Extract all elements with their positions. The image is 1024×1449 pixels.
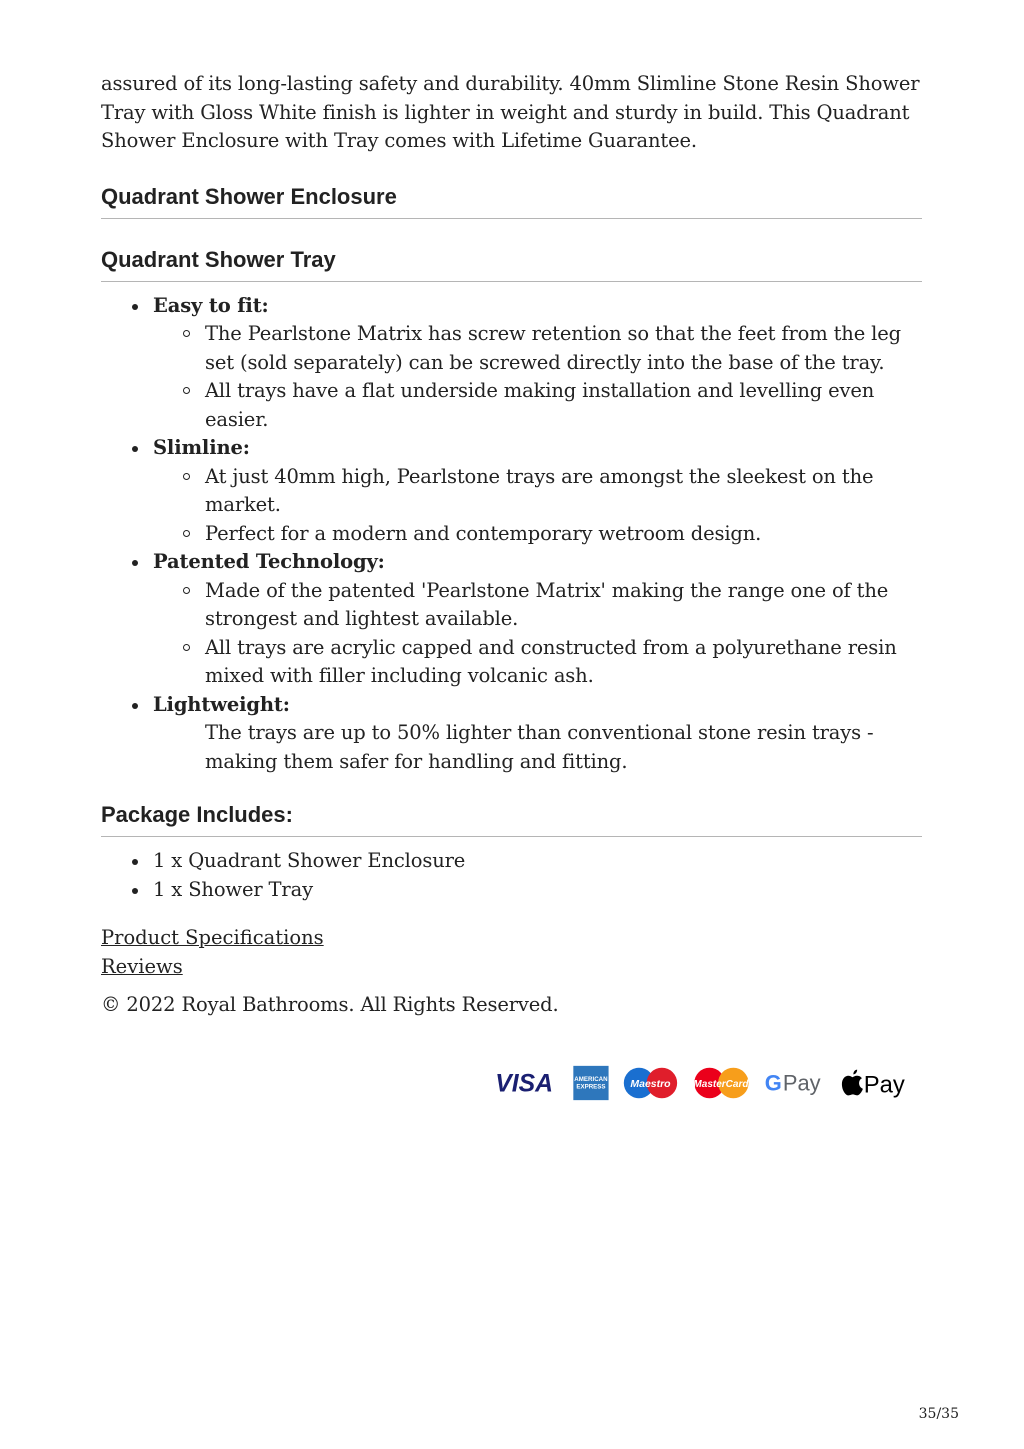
feature-label: Patented Technology: xyxy=(153,550,385,573)
visa-text: VISA xyxy=(495,1070,554,1098)
circle-bullet-icon xyxy=(183,387,190,394)
enclosure-heading: Quadrant Shower Enclosure xyxy=(101,184,922,219)
circle-bullet-icon xyxy=(183,473,190,480)
maestro-text: Maestro xyxy=(630,1078,671,1090)
google-g-text: G xyxy=(764,1070,782,1096)
apple-pay-icon xyxy=(842,1070,905,1099)
feature-detail-text: All trays have a flat underside making installation and levelling even easier. xyxy=(205,379,875,431)
bullet-icon xyxy=(132,446,138,452)
package-heading: Package Includes: xyxy=(101,802,922,837)
intro-paragraph: assured of its long-lasting safety and durability. 40mm Slimline Stone Resin Shower Tray with Gloss White finish is lighter in weight and sturdy in build. This Quadrant Shower Enclosure with Tray comes with Lifetime Guarantee. xyxy=(101,72,920,152)
feature-label: Lightweight: xyxy=(153,692,290,716)
feature-detail xyxy=(153,320,922,377)
package-item xyxy=(101,876,922,905)
bullet-icon xyxy=(132,560,138,566)
feature-detail xyxy=(153,520,922,549)
bullet-icon xyxy=(132,703,138,709)
amex-text-2: EXPRESS xyxy=(576,1083,606,1091)
package-item-text: 1 x Quadrant Shower Enclosure xyxy=(153,849,466,872)
feature-label: Slimline: xyxy=(153,436,250,459)
tray-heading: Quadrant Shower Tray xyxy=(101,247,922,282)
google-pay-icon xyxy=(765,1071,821,1096)
feature-detail-text: Made of the patented 'Pearlstone Matrix' making the range one of the strongest and lightest available. xyxy=(205,578,889,630)
maestro-icon xyxy=(624,1068,677,1098)
mastercard-text: MasterCard xyxy=(693,1078,749,1090)
circle-bullet-icon xyxy=(183,330,190,337)
feature-detail xyxy=(153,377,922,434)
feature-detail-text: All trays are acrylic capped and constructed from a polyurethane resin mixed with filler including volcanic ash. xyxy=(205,635,897,687)
feature-item xyxy=(101,292,922,435)
bullet-icon xyxy=(132,888,138,894)
package-item-text: 1 x Shower Tray xyxy=(153,877,313,901)
feature-detail-text: The trays are up to 50% lighter than conventional stone resin trays - making them safer for handling and fitting. xyxy=(205,721,874,773)
feature-detail xyxy=(153,577,922,634)
feature-detail xyxy=(153,463,922,520)
feature-item xyxy=(101,548,922,691)
product-specifications-link[interactable]: Product Specifications xyxy=(101,926,324,949)
apple-pay-text: Pay xyxy=(863,1071,905,1099)
feature-label: Easy to fit: xyxy=(153,293,269,317)
circle-bullet-icon xyxy=(183,587,190,594)
document-body xyxy=(101,70,922,1020)
bullet-icon xyxy=(132,859,138,865)
amex-icon xyxy=(573,1066,608,1100)
package-item xyxy=(101,847,922,876)
circle-bullet-icon xyxy=(183,530,190,537)
feature-item xyxy=(101,691,922,777)
feature-detail-text: The Pearlstone Matrix has screw retention so that the feet from the leg set (sold separately) can be screwed directly into the base of the tray. xyxy=(205,322,901,374)
payment-methods xyxy=(484,1063,916,1103)
feature-detail-text: Perfect for a modern and contemporary wetroom design. xyxy=(205,521,762,545)
google-pay-text: Pay xyxy=(782,1070,821,1096)
copyright-text: © 2022 Royal Bathrooms. All Rights Reserved. xyxy=(101,993,559,1016)
mastercard-icon xyxy=(693,1068,749,1098)
feature-detail xyxy=(153,634,922,691)
feature-detail-text: At just 40mm high, Pearlstone trays are amongst the sleekest on the market. xyxy=(205,464,874,516)
bullet-icon xyxy=(132,304,138,310)
feature-item xyxy=(101,434,922,548)
feature-list xyxy=(101,292,922,777)
amex-text-1: AMERICAN xyxy=(574,1076,608,1084)
page-number: 35/35 xyxy=(918,1406,959,1422)
reviews-link[interactable]: Reviews xyxy=(101,954,183,978)
visa-icon xyxy=(495,1071,553,1098)
circle-bullet-icon xyxy=(183,644,190,651)
package-list xyxy=(101,847,922,904)
